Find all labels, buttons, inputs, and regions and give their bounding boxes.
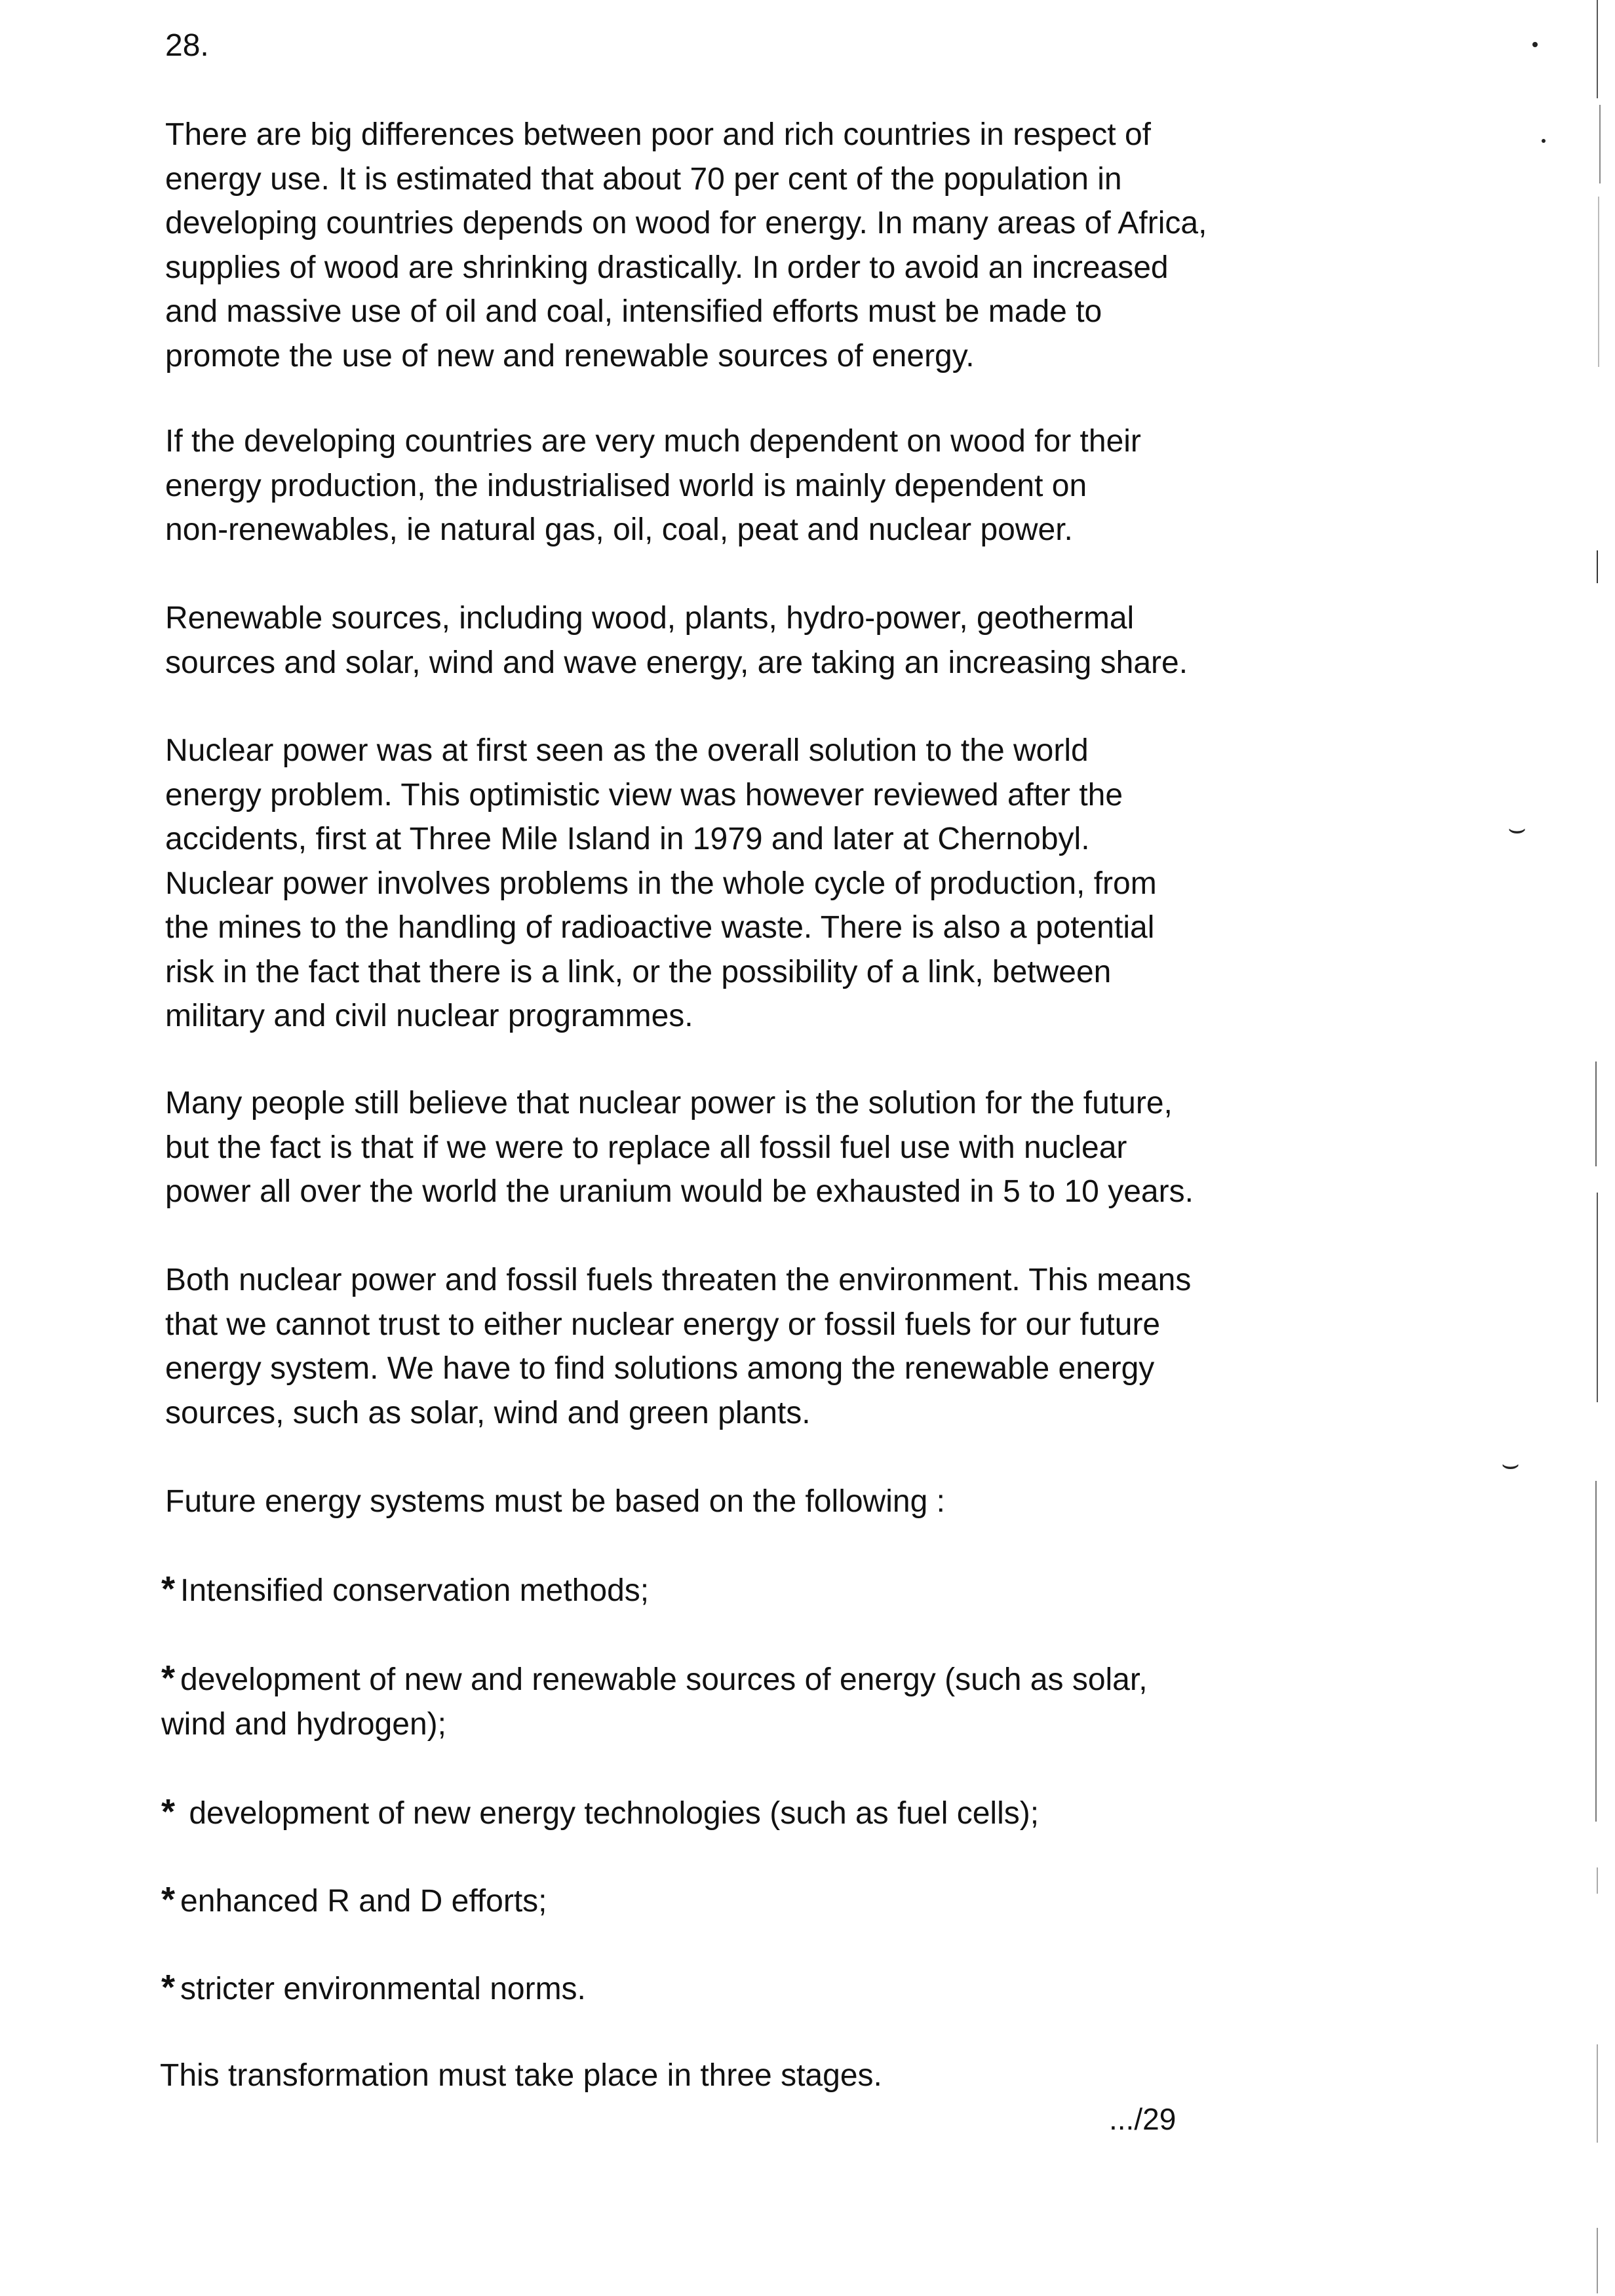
scan-dot [1542,139,1546,143]
paragraph-nuclear-power [165,729,1332,1039]
text-line: Both nuclear power and fossil fuels threaten the environment. This means [165,1263,1192,1297]
paragraph-uranium [165,1081,1332,1214]
bullet-text: development of new and renewable sources of energy (such as solar, [180,1662,1148,1697]
bullet-star: * [161,1792,176,1831]
text-line: energy problem. This optimistic view was however reviewed after the [165,777,1123,813]
paragraph-developing-countries [165,419,1332,552]
text-line: military and civil nuclear programmes. [165,999,693,1033]
scan-dot [1532,42,1538,47]
paragraph-renewable-sources [165,596,1332,685]
text-line: Renewable sources, including wood, plants, hydro-power, geothermal [165,601,1135,636]
text-line: If the developing countries are very much dependent on wood for their [165,424,1141,459]
scan-edge [1599,105,1601,183]
text-line: developing countries depends on wood for energy. In many areas of Africa, [165,206,1207,240]
text-line: sources and solar, wind and wave energy, are taking an increasing share. [165,645,1188,680]
text-line: and massive use of oil and coal, intensified efforts must be made to [165,294,1102,329]
paragraph-future-systems [165,1480,1332,1524]
bullet-item [161,1656,1328,1746]
text-line: that we cannot trust to either nuclear energy or fossil fuels for our future [165,1307,1161,1342]
text-line: supplies of wood are shrinking drastically. In order to avoid an increased [165,250,1169,285]
bullet-item [161,1878,1328,1924]
check-mark-icon: ⌣ [1508,813,1527,845]
text-line: energy production, the industrialised world is mainly dependent on [165,468,1087,503]
bullet-item [161,1790,1328,1836]
paragraph-energy-use [165,113,1332,378]
bullet-star: * [161,1569,176,1609]
bullet-text: enhanced R and D efforts; [180,1884,547,1919]
bullet-star: * [161,1880,176,1919]
text-line: energy use. It is estimated that about 70 per cent of the population in [165,161,1122,197]
text-line: Many people still believe that nuclear power is the solution for the future, [165,1086,1173,1120]
text-line: non-renewables, ie natural gas, oil, coal, peat and nuclear power. [165,512,1073,547]
bullet-text: wind and hydrogen); [161,1706,446,1742]
scan-edge [1595,1062,1597,1166]
paragraph-environment [165,1258,1332,1435]
page-number: 28. [165,28,209,63]
bullet-item [161,1567,1328,1613]
scan-edge [1597,2228,1598,2293]
text-line: promote the use of new and renewable sources of energy. [165,338,975,373]
bullet-text: Intensified conservation methods; [180,1573,650,1608]
scan-edge [1597,1867,1598,1894]
closing-line [160,2054,1327,2098]
text-line: This transformation must take place in three stages. [160,2058,882,2093]
scan-margin-artifacts [1501,0,1615,2296]
text-line: There are big differences between poor and rich countries in respect of [165,117,1151,152]
text-line: Nuclear power was at first seen as the overall solution to the world [165,733,1089,768]
text-line: but the fact is that if we were to replace all fossil fuel use with nuclear [165,1130,1127,1165]
scan-edge [1597,1193,1598,1402]
text-line: the mines to the handling of radioactive waste. There is also a potential [165,910,1155,945]
scan-edge [1597,2044,1598,2143]
scan-edge [1595,1481,1597,1822]
scan-edge [1597,0,1598,98]
bullet-item [161,1966,1328,2012]
bullet-star: * [161,1658,176,1698]
bullet-text: development of new energy technologies (such as fuel cells); [180,1796,1040,1831]
text-line: Nuclear power involves problems in the whole cycle of production, from [165,866,1157,901]
bullet-star: * [161,1968,176,2007]
text-line: Future energy systems must be based on the following : [165,1484,945,1519]
check-mark-icon: ⌣ [1501,1448,1520,1480]
text-line: power all over the world the uranium would be exhausted in 5 to 10 years. [165,1174,1194,1209]
text-line: accidents, first at Three Mile Island in 1979 and later at Chernobyl. [165,822,1090,856]
scan-edge [1598,197,1599,367]
bullet-text: stricter environmental norms. [180,1972,586,2006]
text-line: sources, such as solar, wind and green plants. [165,1395,811,1430]
page-continuation: .../29 [1109,2102,1177,2136]
text-line: risk in the fact that there is a link, or the possibility of a link, between [165,954,1112,989]
text-line: energy system. We have to find solutions among the renewable energy [165,1351,1155,1386]
scan-edge [1597,550,1598,583]
